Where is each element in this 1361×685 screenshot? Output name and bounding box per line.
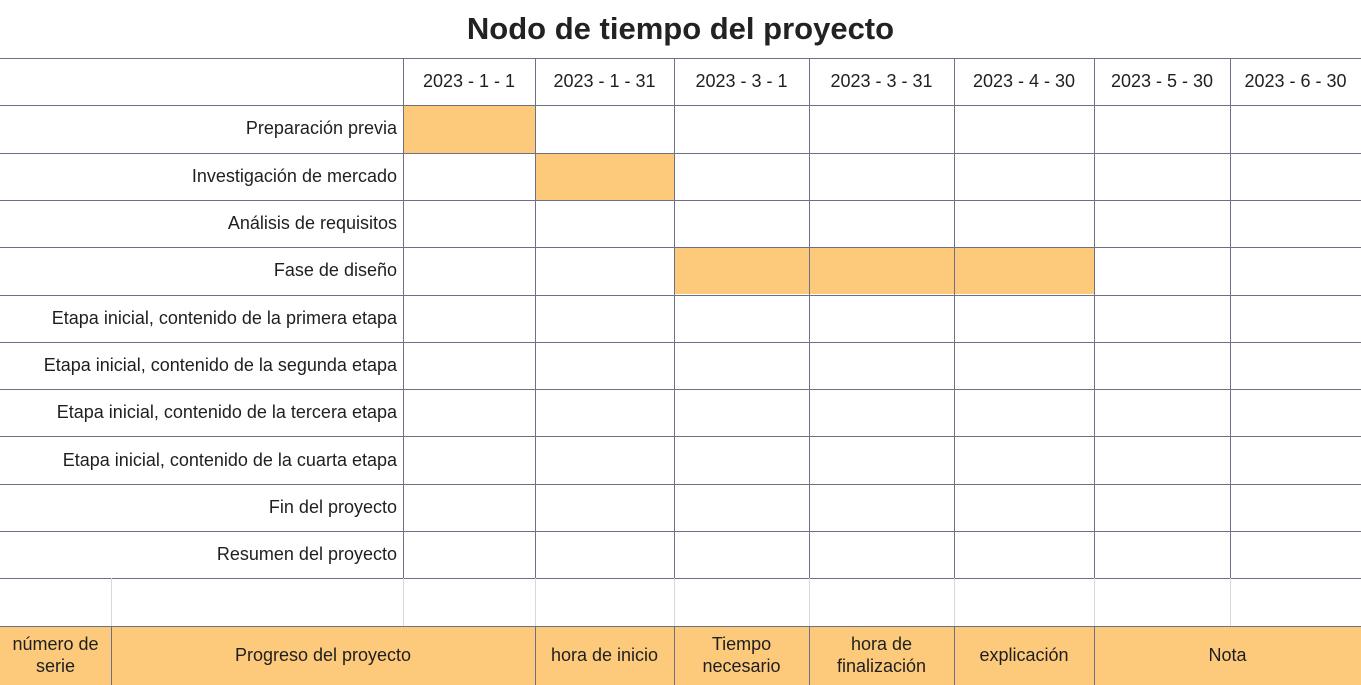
timeline-cell (674, 531, 809, 578)
duration-header: Tiempo necesario (674, 626, 809, 685)
date-column-header: 2023 - 4 - 30 (972, 71, 1076, 92)
timeline-cell (1094, 484, 1230, 531)
timeline-cell (403, 531, 535, 578)
row-divider (0, 295, 1361, 296)
date-column-header: 2023 - 3 - 31 (830, 71, 933, 92)
timeline-cell (535, 247, 674, 294)
date-column-header: 2023 - 5 - 30 (1110, 71, 1214, 92)
footer-divider (954, 626, 955, 685)
spacer-divider (954, 578, 955, 625)
date-column-header: 2023 - 1 - 1 (422, 71, 516, 92)
timeline-cell (954, 105, 1094, 152)
date-column-header: 2023 - 6 - 30 (1244, 71, 1347, 92)
timeline-cell (954, 295, 1094, 342)
timeline-cell (1230, 153, 1361, 200)
row-divider (0, 484, 1361, 485)
row-divider (0, 626, 1361, 627)
timeline-cell (1094, 436, 1230, 483)
timeline-cell (809, 436, 954, 483)
timeline-bar-cell (535, 153, 674, 200)
timeline-cell (809, 484, 954, 531)
serial-number-header: número de serie (0, 626, 111, 685)
timeline-cell (954, 200, 1094, 247)
timeline-cell (1094, 342, 1230, 389)
task-label: Etapa inicial, contenido de la tercera etapa (56, 402, 397, 423)
timeline-cell (674, 389, 809, 436)
column-divider (674, 58, 675, 578)
spacer-divider (674, 578, 675, 625)
timeline-cell (403, 389, 535, 436)
timeline-cell (403, 247, 535, 294)
timeline-cell (674, 342, 809, 389)
row-divider (0, 389, 1361, 390)
timeline-cell (674, 105, 809, 152)
task-label: Preparación previa (245, 118, 397, 139)
timeline-cell (809, 342, 954, 389)
timeline-cell (1230, 436, 1361, 483)
project-progress-header: Progreso del proyecto (111, 626, 535, 685)
timeline-cell (535, 342, 674, 389)
task-label: Etapa inicial, contenido de la primera etapa (51, 307, 397, 328)
timeline-cell (809, 200, 954, 247)
timeline-bar-cell (809, 247, 954, 294)
footer-divider (1094, 626, 1095, 685)
timeline-cell (403, 436, 535, 483)
timeline-cell (674, 484, 809, 531)
timeline-cell (1094, 389, 1230, 436)
timeline-cell (674, 436, 809, 483)
footer-divider (535, 626, 536, 685)
timeline-cell (535, 484, 674, 531)
spacer-divider (535, 578, 536, 625)
timeline-cell (809, 153, 954, 200)
timeline-cell (403, 200, 535, 247)
timeline-cell (403, 484, 535, 531)
timeline-cell (1230, 531, 1361, 578)
task-label: Fase de diseño (273, 260, 397, 281)
task-label: Etapa inicial, contenido de la segunda etapa (43, 354, 397, 375)
footer-divider (111, 626, 112, 685)
timeline-cell (1230, 484, 1361, 531)
column-divider (1230, 58, 1231, 578)
explanation-header: explicación (954, 626, 1094, 685)
row-divider (0, 531, 1361, 532)
footer-divider (809, 626, 810, 685)
timeline-bar-cell (954, 247, 1094, 294)
timeline-cell (809, 389, 954, 436)
column-divider (535, 58, 536, 578)
timeline-cell (1230, 200, 1361, 247)
timeline-cell (1230, 389, 1361, 436)
timeline-bar-cell (674, 247, 809, 294)
spacer-divider (1094, 578, 1095, 625)
row-divider (0, 200, 1361, 201)
timeline-cell (1094, 153, 1230, 200)
timeline-cell (535, 295, 674, 342)
timeline-cell (674, 200, 809, 247)
timeline-cell (809, 105, 954, 152)
timeline-bar-cell (403, 105, 535, 152)
spacer-divider (111, 578, 112, 625)
timeline-cell (954, 484, 1094, 531)
timeline-cell (403, 153, 535, 200)
task-label: Etapa inicial, contenido de la cuarta etapa (62, 449, 397, 470)
row-divider (0, 105, 1361, 106)
timeline-cell (809, 295, 954, 342)
timeline-cell (954, 436, 1094, 483)
timeline-cell (1230, 295, 1361, 342)
timeline-cell (1094, 531, 1230, 578)
timeline-cell (535, 105, 674, 152)
timeline-cell (1230, 105, 1361, 152)
task-label: Resumen del proyecto (216, 544, 397, 565)
timeline-cell (535, 389, 674, 436)
timeline-cell (954, 531, 1094, 578)
timeline-cell (954, 389, 1094, 436)
timeline-cell (1094, 105, 1230, 152)
column-divider (809, 58, 810, 578)
footer-divider (674, 626, 675, 685)
timeline-cell (535, 531, 674, 578)
timeline-cell (1094, 295, 1230, 342)
timeline-cell (1230, 247, 1361, 294)
timeline-cell (954, 153, 1094, 200)
timeline-cell (954, 342, 1094, 389)
row-divider (0, 247, 1361, 248)
date-column-header: 2023 - 1 - 31 (553, 71, 656, 92)
start-time-header: hora de inicio (535, 626, 674, 685)
column-divider (1094, 58, 1095, 578)
row-divider (0, 58, 1361, 59)
timeline-cell (403, 295, 535, 342)
timeline-cell (674, 153, 809, 200)
timeline-cell (1094, 200, 1230, 247)
column-divider (954, 58, 955, 578)
task-label: Investigación de mercado (191, 165, 397, 186)
row-divider (0, 153, 1361, 154)
spacer-divider (809, 578, 810, 625)
row-divider (0, 578, 1361, 579)
spacer-divider (1230, 578, 1231, 625)
row-divider (0, 436, 1361, 437)
spacer-divider (403, 578, 404, 625)
note-header: Nota (1094, 626, 1361, 685)
row-divider (0, 342, 1361, 343)
column-divider (403, 58, 404, 578)
end-time-header: hora de finalización (809, 626, 954, 685)
timeline-cell (809, 531, 954, 578)
timeline-cell (1094, 247, 1230, 294)
timeline-cell (535, 200, 674, 247)
date-column-header: 2023 - 3 - 1 (695, 71, 788, 92)
task-label: Análisis de requisitos (227, 213, 397, 234)
timeline-cell (674, 295, 809, 342)
page-title: Nodo de tiempo del proyecto (466, 11, 895, 46)
timeline-cell (1230, 342, 1361, 389)
task-label: Fin del proyecto (268, 496, 397, 517)
timeline-cell (403, 342, 535, 389)
timeline-cell (535, 436, 674, 483)
